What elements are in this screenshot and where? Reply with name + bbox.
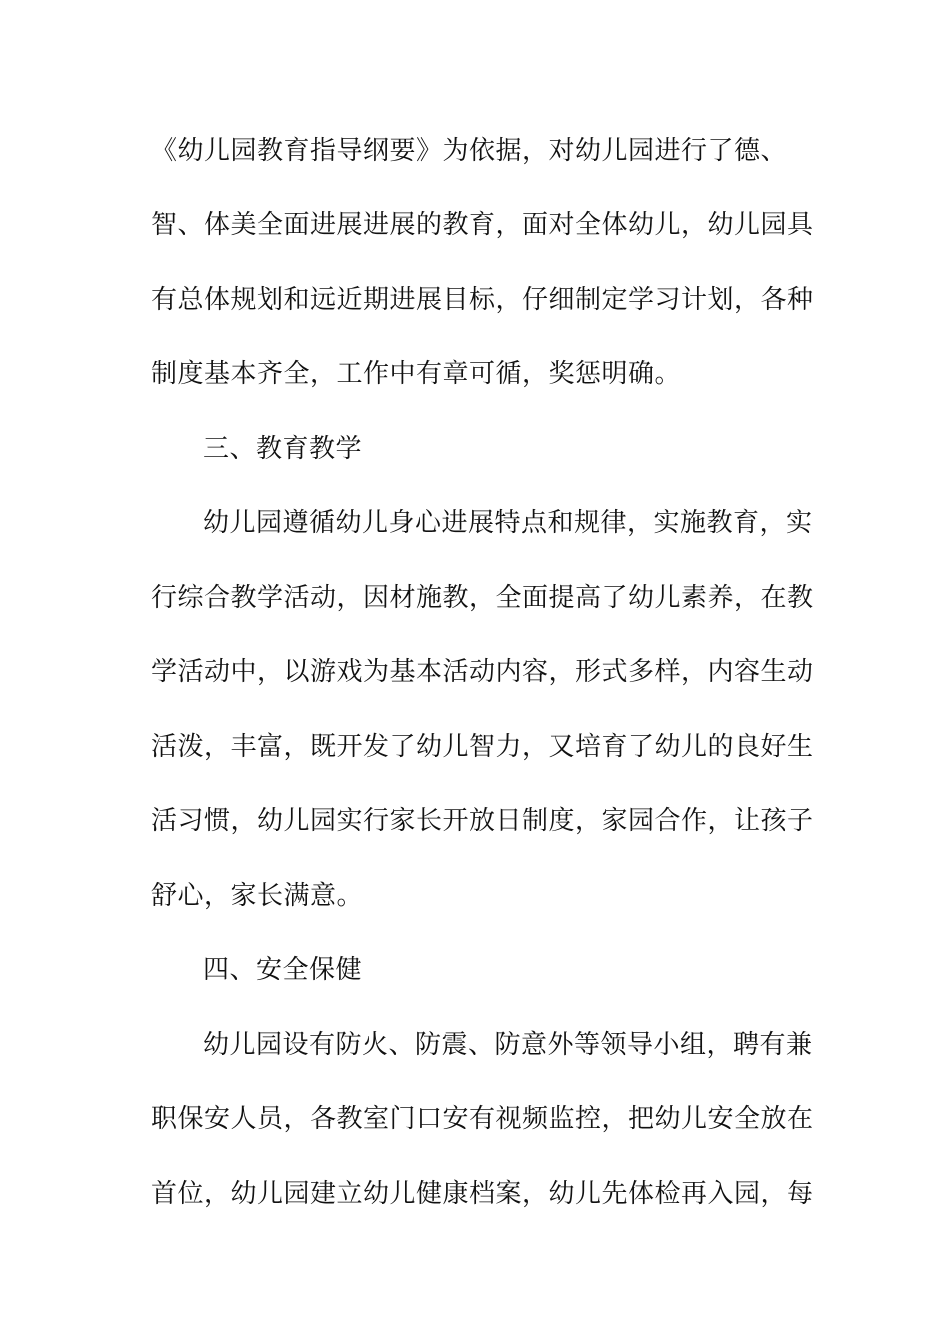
paragraph-line: 《幼儿园教育指导纲要》为依据，对幼儿园进行了德、 [151, 136, 788, 166]
paragraph-line: 幼儿园设有防火、防震、防意外等领导小组，聘有兼 [203, 1030, 813, 1060]
paragraph-line: 舒心，家长满意。 [151, 881, 364, 911]
paragraph-line: 幼儿园遵循幼儿身心进展特点和规律，实施教育，实 [203, 508, 813, 538]
paragraph-line: 有总体规划和远近期进展目标，仔细制定学习计划，各种 [151, 285, 814, 315]
paragraph-line: 职保安人员，各教室门口安有视频监控，把幼儿安全放在 [151, 1104, 814, 1134]
paragraph-line: 学活动中，以游戏为基本活动内容，形式多样，内容生动 [151, 657, 814, 687]
paragraph-line: 制度基本齐全，工作中有章可循，奖惩明确。 [151, 359, 682, 389]
paragraph-line: 行综合教学活动，因材施教，全面提高了幼儿素养，在教 [151, 583, 814, 613]
paragraph-line: 智、体美全面进展进展的教育，面对全体幼儿，幼儿园具 [151, 210, 814, 240]
paragraph-line: 活泼，丰富，既开发了幼儿智力，又培育了幼儿的良好生 [151, 732, 814, 762]
section-heading: 四、安全保健 [203, 955, 363, 985]
paragraph-line: 活习惯，幼儿园实行家长开放日制度，家园合作，让孩子 [151, 806, 814, 836]
paragraph-line: 首位，幼儿园建立幼儿健康档案，幼儿先体检再入园，每 [151, 1179, 814, 1209]
section-heading: 三、教育教学 [203, 434, 363, 464]
